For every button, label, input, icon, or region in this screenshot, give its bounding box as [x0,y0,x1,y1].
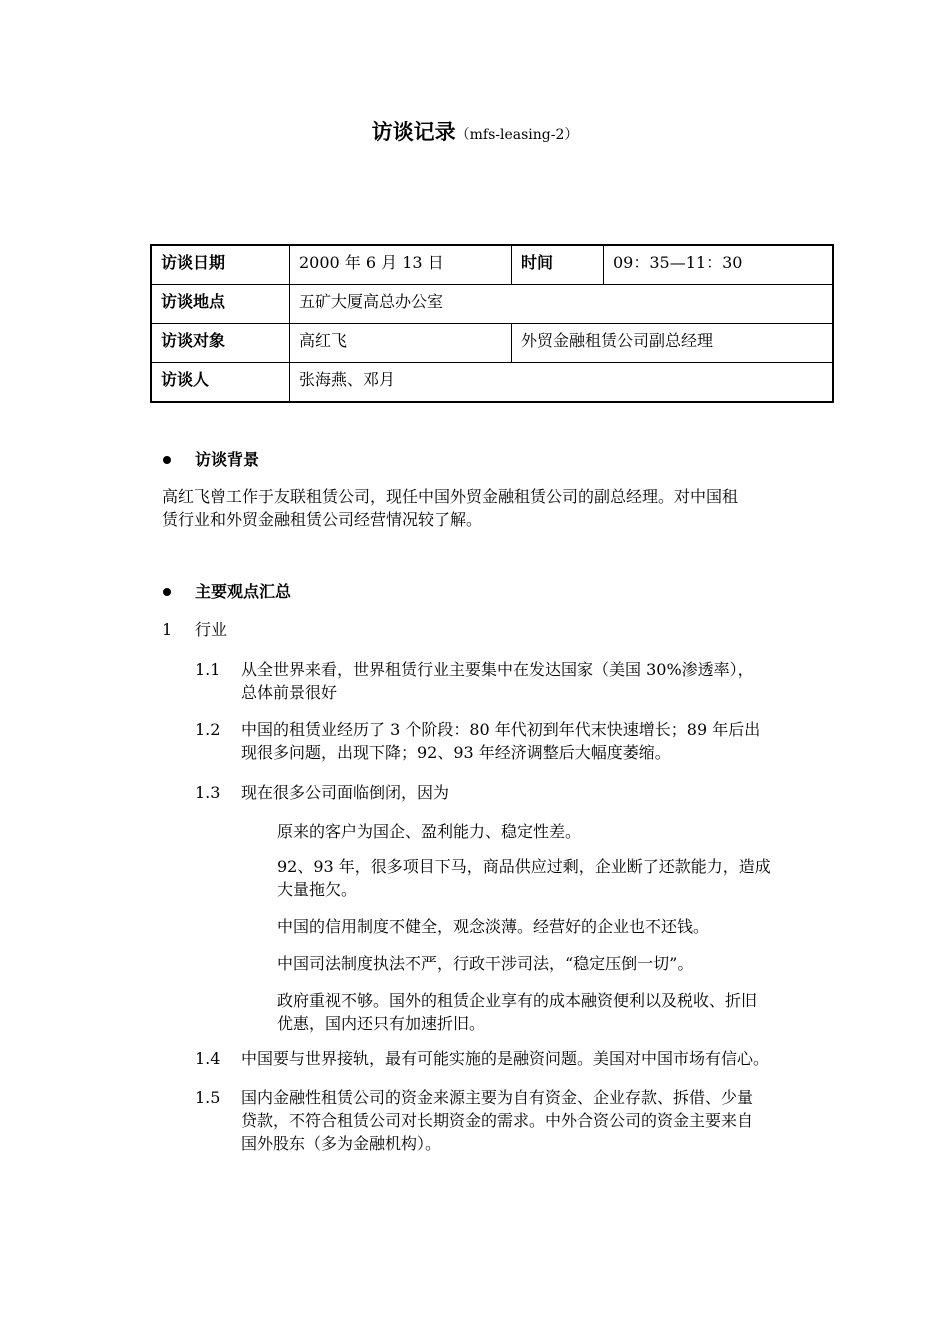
reason-text: 大量拖欠。 [277,880,358,899]
background-line-1: 高红飞曾工作于友联租赁公司，现任中国外贸金融租赁公司的副总经理。对中国租 [162,487,739,506]
item-number: 1.2 [195,720,221,739]
summary-heading: 主要观点汇总 [195,582,292,601]
item-text: 从全世界来看，世界租赁行业主要集中在发达国家（美国 30%渗透率）， [241,660,754,679]
interviewer-value: 张海燕、邓月 [290,363,834,403]
table-row-interviewer [151,363,833,403]
item-number: 1.3 [195,783,221,802]
time-value: 09：35—11：30 [604,245,834,285]
date-label: 访谈日期 [151,245,290,285]
reason-text: 中国的信用制度不健全，观念淡薄。经营好的企业也不还钱。 [277,917,710,936]
bullet-icon [163,588,171,596]
item-number: 1.5 [195,1088,221,1107]
reason-text: 原来的客户为国企、盈利能力、稳定性差。 [277,822,582,841]
time-label: 时间 [512,245,604,285]
item-number: 1.1 [195,660,221,679]
item-text: 现在很多公司面临倒闭，因为 [241,783,450,802]
item-text: 贷款，不符合租赁公司对长期资金的需求。中外合资公司的资金主要来自 [241,1111,754,1130]
subject-name: 高红飞 [290,324,512,363]
reason-text: 政府重视不够。国外的租赁企业享有的成本融资便利以及税收、折旧 [277,991,758,1010]
date-value: 2000 年 6 月 13 日 [290,245,512,285]
interviewer-label: 访谈人 [151,363,290,403]
reason-text: 92、93 年，很多项目下马，商品供应过剩，企业断了还款能力，造成 [277,857,771,876]
subject-label: 访谈对象 [151,324,290,363]
subject-title: 外贸金融租赁公司副总经理 [512,324,834,363]
title-main: 访谈记录 [371,119,456,144]
item-text: 现很多问题，出现下降；92、93 年经济调整后大幅度萎缩。 [241,743,671,762]
background-heading: 访谈背景 [195,450,260,469]
place-value: 五矿大厦高总办公室 [290,285,834,324]
table-row-place [151,285,833,324]
place-label: 访谈地点 [151,285,290,324]
table-row-date [151,245,833,285]
background-line-2: 赁行业和外贸金融租赁公司经营情况较了解。 [162,510,483,529]
item-text: 中国要与世界接轨，最有可能实施的是融资问题。美国对中国市场有信心。 [241,1049,770,1068]
item-text: 国外股东（多为金融机构）。 [241,1134,442,1153]
interview-info-table [150,244,834,403]
document-title [0,116,950,146]
item-text: 国内金融性租赁公司的资金来源主要为自有资金、企业存款、拆借、少量 [241,1088,754,1107]
item-text: 总体前景很好 [241,683,338,702]
item-number: 1.4 [195,1049,221,1068]
table-row-subject [151,324,833,363]
section-number: 1 [162,620,173,639]
item-text: 中国的租赁业经历了 3 个阶段：80 年代初到年代末快速增长；89 年后出 [241,720,761,739]
reason-text: 中国司法制度执法不严，行政干涉司法，“稳定压倒一切”。 [277,954,694,973]
bullet-icon [163,456,171,464]
title-sub: （mfs-leasing-2） [455,127,579,143]
reason-text: 优惠，国内还只有加速折旧。 [277,1014,486,1033]
section-title: 行业 [195,620,228,639]
